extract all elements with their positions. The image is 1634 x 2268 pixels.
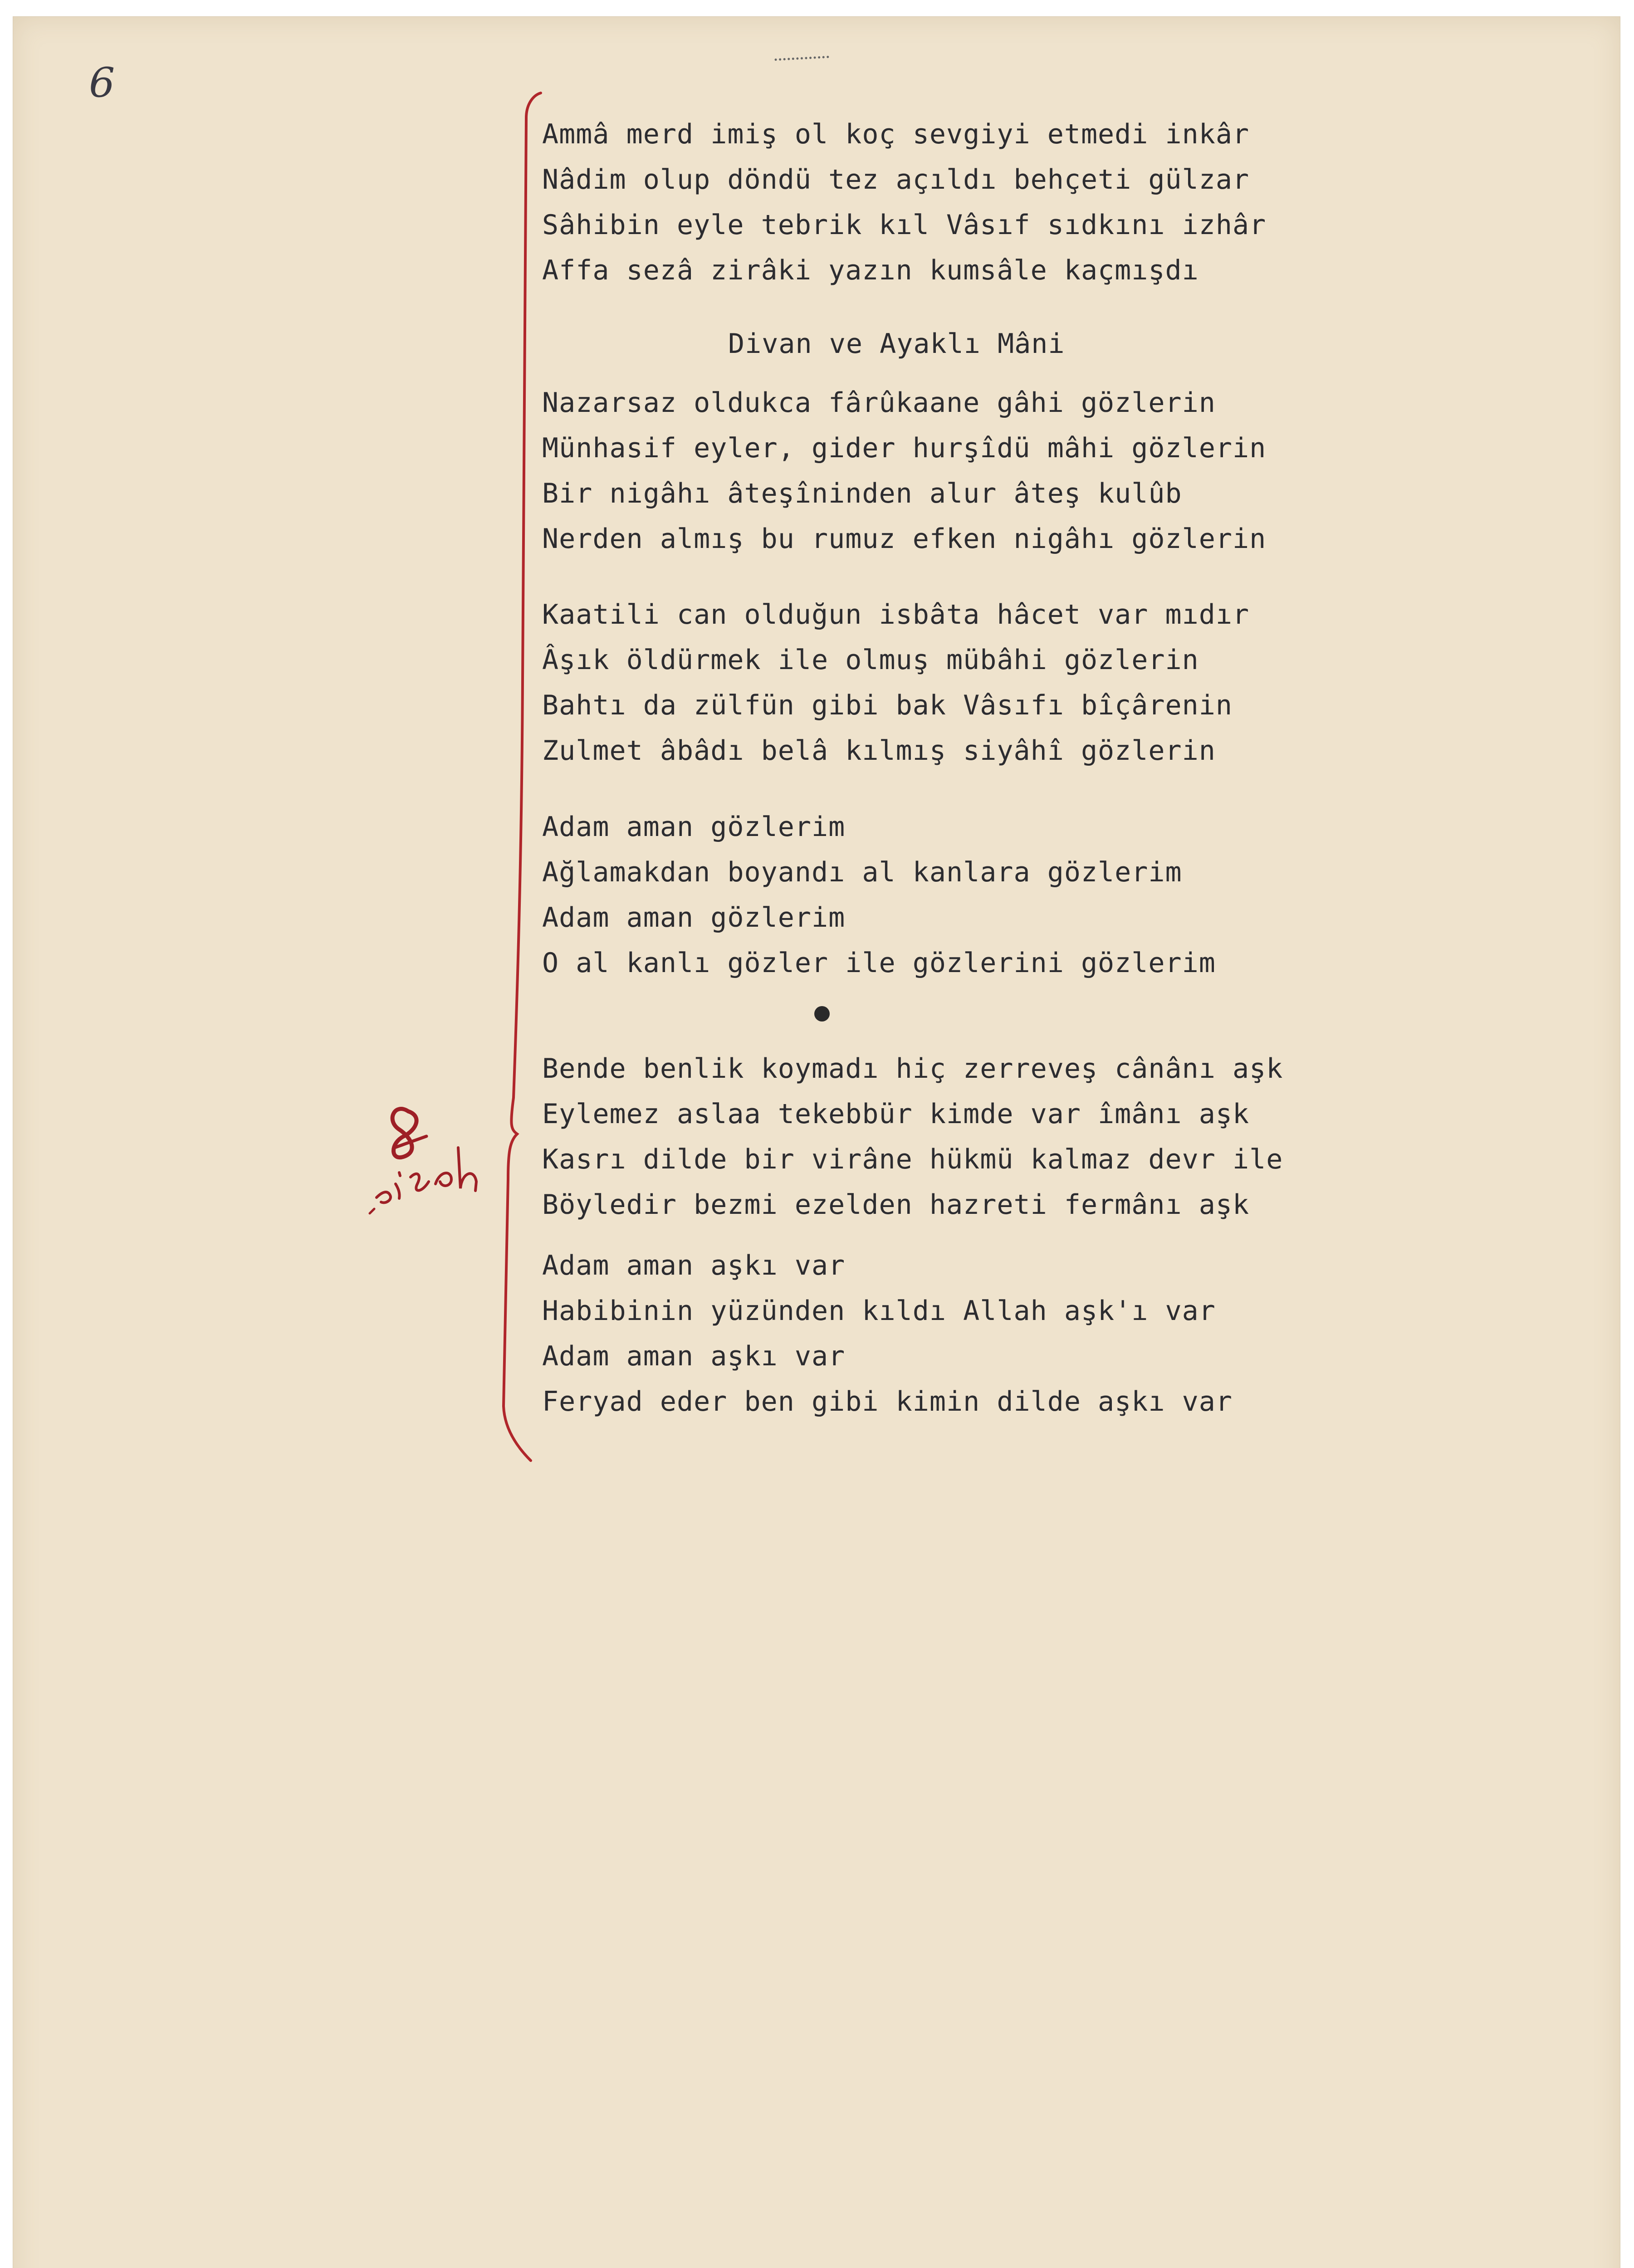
verse-line: Affa sezâ zirâki yazın kumsâle kaçmışdı [542,254,1199,286]
verse-line: Böyledir bezmi ezelden hazreti fermânı aşk [542,1189,1250,1221]
verse-line: Kasrı dilde bir virâne hükmü kalmaz devr ile [542,1144,1283,1175]
handwritten-margin-note-siyah [367,1093,513,1229]
verse-line: Âşık öldürmek ile olmuş mübâhi gözlerin [542,644,1199,676]
verse-line: Bir nigâhı âteşîninden alur âteş kulûb [542,478,1182,509]
verse-line: Kaatili can olduğun isbâta hâcet var mıdır [542,599,1250,631]
verse-line: Münhasif eyler, gider hurşîdü mâhi gözlerin [542,432,1267,464]
verse-line: Nâdim olup döndü tez açıldı behçeti gülzar [542,164,1250,196]
verse-line: Nerden almış bu rumuz efken nigâhı gözlerin [542,523,1267,555]
verse-line: Nazarsaz oldukca fârûkaane gâhi gözlerin [542,387,1216,419]
verse-line: Sâhibin eyle tebrik kıl Vâsıf sıdkını izhâr [542,209,1267,241]
mani-line: Adam aman aşkı var [542,1340,846,1372]
verse-line: Zulmet âbâdı belâ kılmış siyâhî gözlerin [542,735,1216,767]
separator-dot [814,1006,830,1022]
section-heading: Divan ve Ayaklı Mâni [728,328,1065,360]
mani-line: Adam aman aşkı var [542,1250,846,1281]
mani-line: Habibinin yüzünden kıldı Allah aşk'ı var [542,1295,1216,1327]
page-number: 6 [89,59,115,107]
mani-line: Adam aman gözlerim [542,902,846,934]
verse-line: Bende benlik koymadı hiç zerreveş cânânı aşk [542,1053,1283,1085]
verse-line: Bahtı da zülfün gibi bak Vâsıfı bîçârenin [542,689,1233,721]
verse-line: Eylemez aslaa tekebbür kimde var îmânı aşk [542,1098,1250,1130]
verse-line: Ammâ merd imiş ol koç sevgiyi etmedi inkâr [542,118,1250,150]
mani-line: Adam aman gözlerim [542,811,846,843]
mani-line: O al kanlı gözler ile gözlerini gözlerim [542,947,1216,979]
mani-line: Feryad eder ben gibi kimin dilde aşkı var [542,1386,1233,1418]
mani-line: Ağlamakdan boyandı al kanlara gözlerim [542,856,1182,888]
